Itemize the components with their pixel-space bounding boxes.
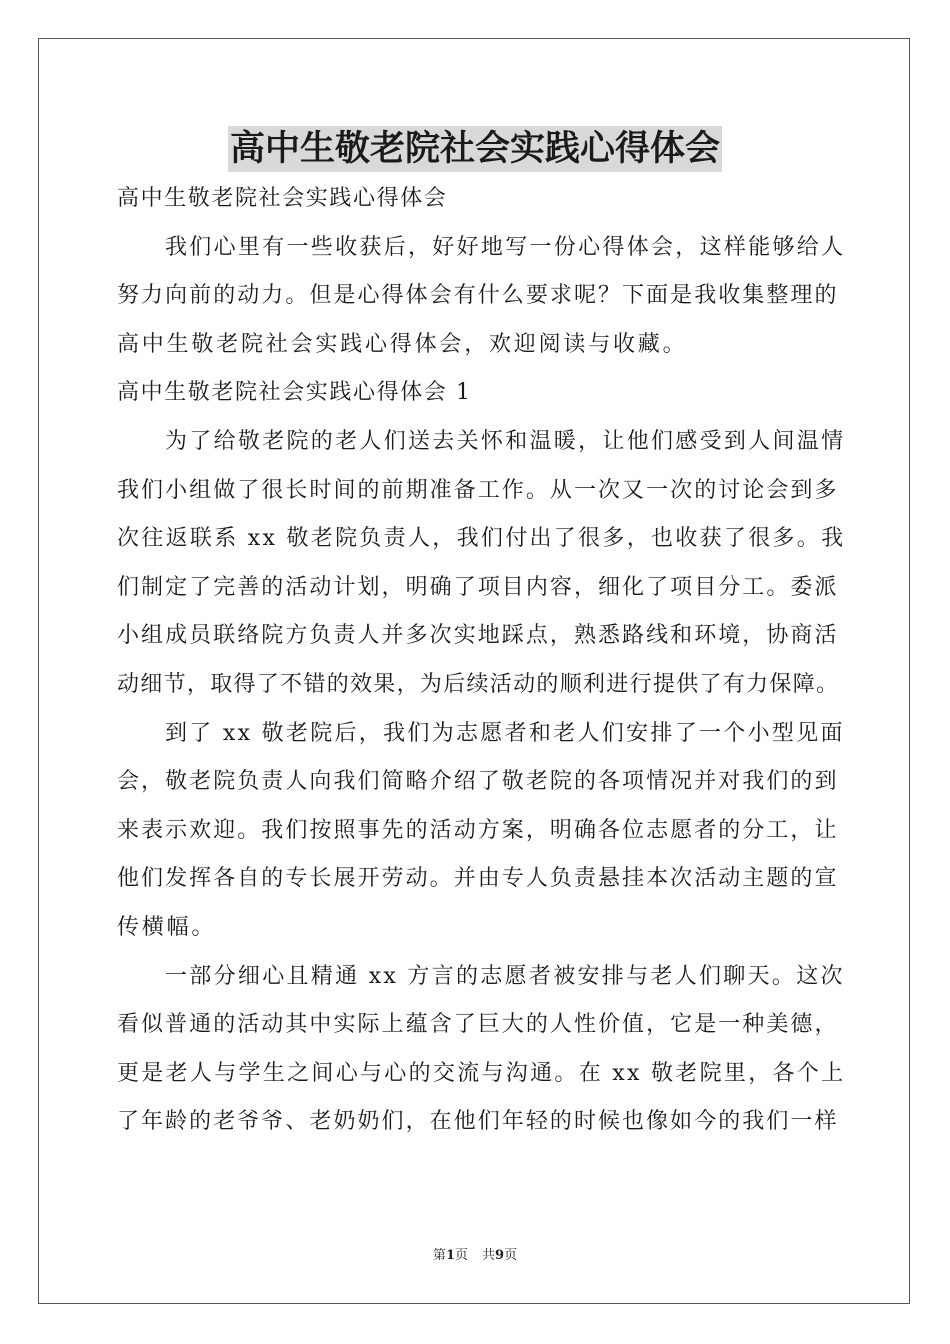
paragraph-line: 高中生敬老院社会实践心得体会，欢迎阅读与收藏。: [117, 331, 688, 357]
footer-total-prefix: 共: [482, 1248, 496, 1263]
document-body: [117, 175, 845, 1147]
paragraph-line: 努力向前的动力。但是心得体会有什么要求呢？下面是我收集整理的: [117, 283, 839, 309]
footer-page-number: 1: [445, 1248, 455, 1263]
page-footer: [0, 1247, 950, 1265]
document-title: 高中生敬老院社会实践心得体会: [228, 126, 722, 172]
paragraph-line: 来表示欢迎。我们按照事先的活动方案，明确各位志愿者的分工，让: [117, 817, 839, 843]
paragraph-line: 了年龄的老爷爷、老奶奶们，在他们年轻的时候也像如今的我们一样: [117, 1109, 839, 1135]
footer-page-suffix: 页: [454, 1248, 468, 1263]
paragraph-line: 一部分细心且精通 xx 方言的志愿者被安排与老人们聊天。这次: [165, 963, 845, 989]
footer-page-prefix: 第: [432, 1248, 446, 1263]
paragraph-line: 他们发挥各自的专长展开劳动。并由专人负责悬挂本次活动主题的宣: [117, 866, 839, 892]
footer-total-suffix: 页: [504, 1248, 518, 1263]
paragraph-line: 我们心里有一些收获后，好好地写一份心得体会，这样能够给人: [165, 234, 846, 260]
paragraph-line: 会，敬老院负责人向我们简略介绍了敬老院的各项情况并对我们的到: [117, 769, 839, 795]
paragraph-line: 们制定了完善的活动计划，明确了项目内容，细化了项目分工。委派: [117, 574, 839, 600]
section-heading: 高中生敬老院社会实践心得体会: [117, 186, 448, 211]
paragraph-line: 看似普通的活动其中实际上蕴含了巨大的人性价值，它是一种美德，: [117, 1012, 839, 1038]
paragraph-line: 我们小组做了很长时间的前期准备工作。从一次又一次的讨论会到多: [117, 477, 839, 503]
paragraph-line: 小组成员联络院方负责人并多次实地踩点，熟悉路线和环境，协商活: [117, 623, 839, 649]
section-heading: 高中生敬老院社会实践心得体会 1: [117, 380, 472, 406]
paragraph-line: 动细节，取得了不错的效果，为后续活动的顺利进行提供了有力保障。: [117, 671, 840, 697]
paragraph-line: 到了 xx 敬老院后，我们为志愿者和老人们安排了一个小型见面: [165, 720, 845, 746]
paragraph-line: 次往返联系 xx 敬老院负责人，我们付出了很多，也收获了很多。我: [117, 526, 846, 552]
footer-total-pages: 9: [495, 1248, 505, 1263]
document-title-wrapper: [0, 126, 950, 172]
paragraph-line: 更是老人与学生之间心与心的交流与沟通。在 xx 敬老院里，各个上: [117, 1060, 846, 1086]
paragraph-line: 为了给敬老院的老人们送去关怀和温暖，让他们感受到人间温情: [165, 428, 846, 454]
paragraph-line: 传横幅。: [117, 914, 217, 940]
